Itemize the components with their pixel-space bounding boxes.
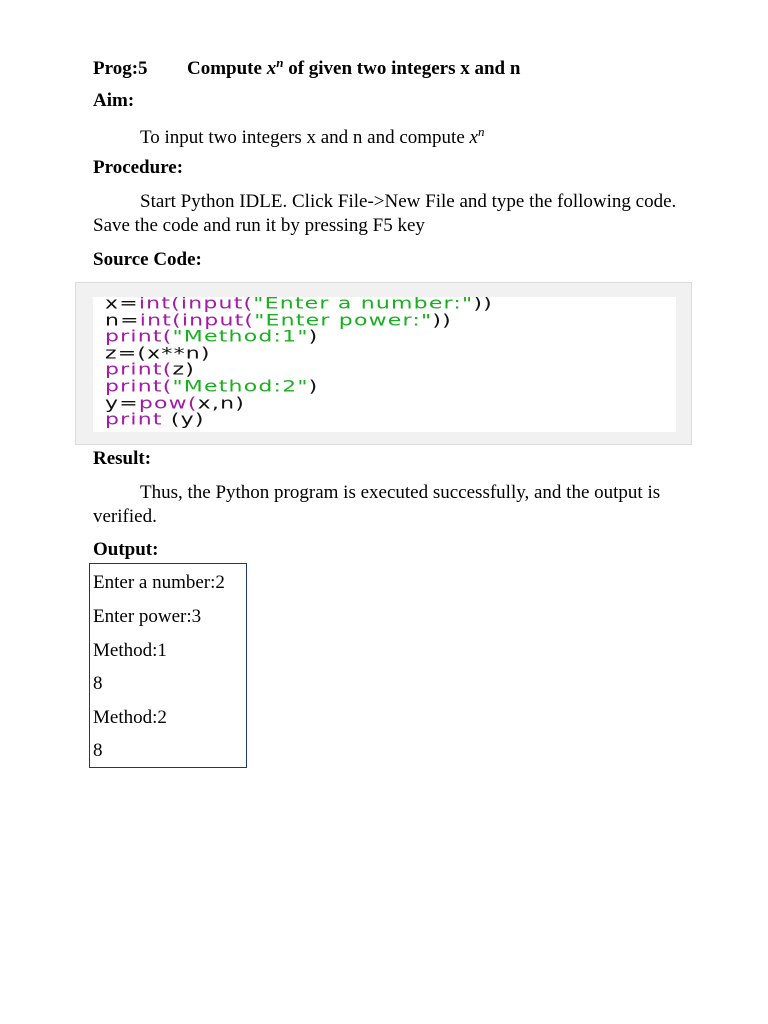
aim-heading: Aim:	[93, 90, 135, 111]
code-token: (y)	[162, 410, 205, 429]
code-line	[105, 393, 246, 413]
code-token: )	[308, 327, 319, 346]
output-box	[89, 563, 247, 768]
code-token: int(input(	[139, 310, 255, 330]
code-line	[105, 377, 319, 396]
output-line: Method:1	[93, 640, 167, 661]
code-token: )	[308, 377, 319, 396]
code-token: n=	[105, 310, 140, 330]
output-line: 8	[93, 673, 103, 694]
code-token: "Enter power:"	[254, 310, 433, 330]
output-heading: Output:	[93, 539, 159, 560]
title-math-exponent: n	[276, 55, 284, 70]
procedure-text: Start Python IDLE. Click File->New File and type the following code. Save the code and run it by pressing F5 key	[93, 191, 677, 236]
code-token: print(	[105, 377, 173, 396]
code-line	[105, 360, 196, 380]
program-title-line	[93, 55, 520, 80]
code-token: print(	[105, 360, 173, 380]
aim-math-base: x	[469, 127, 478, 148]
output-line: Enter a number:2	[93, 572, 225, 593]
output-line: Enter power:3	[93, 606, 202, 627]
code-line	[105, 327, 319, 346]
code-token: "Method:2"	[172, 377, 309, 396]
code-token: ))	[432, 310, 452, 330]
aim-text: To input two integers x and n and compute	[140, 127, 465, 148]
program-label: Prog:5	[93, 58, 148, 79]
program-title-suffix: of given two integers x and n	[288, 58, 521, 79]
aim-math-exponent: n	[477, 124, 485, 139]
code-token: print(	[105, 327, 173, 346]
result-heading: Result:	[93, 448, 152, 469]
output-line: 8	[93, 740, 103, 761]
code-token: z=(x**n)	[105, 344, 211, 363]
source-code-screenshot	[93, 297, 676, 432]
program-title-prefix: Compute	[187, 58, 262, 79]
code-line	[105, 410, 205, 429]
code-line	[105, 297, 493, 313]
code-token: z)	[172, 360, 196, 380]
procedure-heading: Procedure:	[93, 157, 184, 178]
output-line: Method:2	[93, 707, 167, 728]
title-math-base: x	[266, 58, 277, 79]
code-token: ))	[473, 297, 493, 313]
code-token: y=	[105, 393, 139, 413]
code-token: x,n)	[197, 393, 246, 413]
code-token: "Enter a number:"	[253, 297, 474, 313]
code-token: "Method:1"	[172, 327, 309, 346]
aim-text-line	[140, 124, 484, 149]
code-token: pow(	[138, 393, 198, 413]
code-token: int(input(	[138, 297, 254, 313]
source-code-panel	[75, 282, 692, 445]
code-token: print	[105, 410, 163, 429]
result-text: Thus, the Python program is executed successfully, and the output is verified.	[93, 482, 661, 527]
code-token: x=	[105, 297, 139, 313]
code-line	[105, 310, 452, 330]
code-line	[105, 344, 211, 363]
source-code-heading: Source Code:	[93, 249, 202, 270]
